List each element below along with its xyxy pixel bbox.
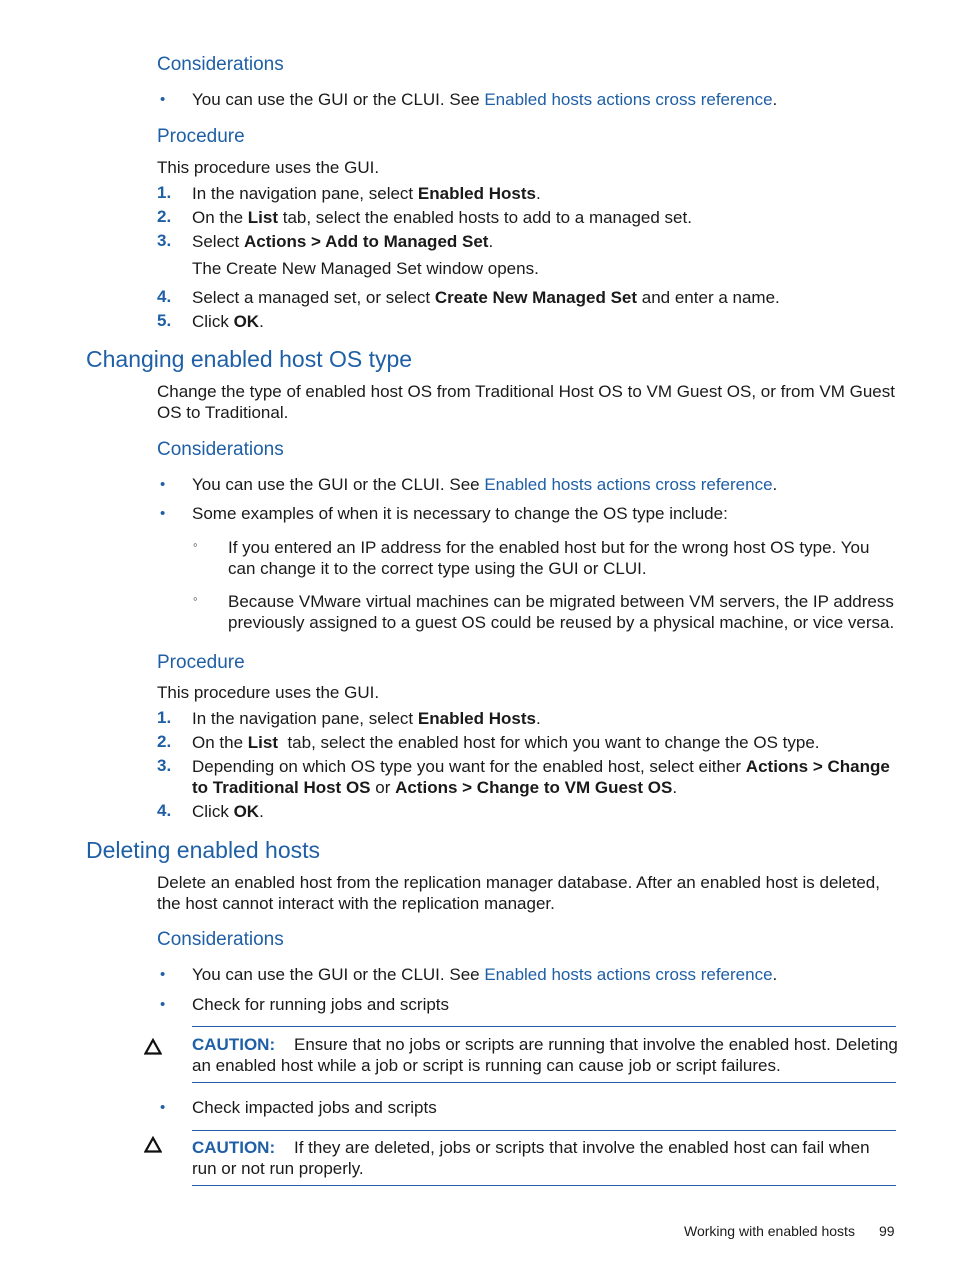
considerations-heading: Considerations (157, 54, 284, 75)
section-description: Change the type of enabled host OS from Traditional Host OS to VM Guest OS, or from VM Guest OS to Traditional. (157, 382, 895, 422)
bullet-icon: • (160, 476, 166, 493)
step-text-post: . (259, 312, 264, 331)
procedure-intro: This procedure uses the GUI. (157, 158, 380, 177)
step-number: 4. (157, 287, 172, 306)
section-heading: Changing enabled host OS type (86, 346, 413, 372)
caution-top-rule (192, 1026, 896, 1027)
step-text-post: . (672, 778, 678, 797)
caution-triangle-icon (144, 1136, 162, 1153)
step-ui-term: Create New Managed Set (434, 288, 638, 307)
sub-list-item: If you entered an IP address for the enabled host but for the wrong host OS type. You can change it to the correct type using the GUI or CLUI. (228, 538, 870, 578)
step-text-post: . (259, 802, 264, 821)
list-item: Check impacted jobs and scripts (192, 1098, 437, 1117)
step-text-post: tab, select the enabled hosts to add to a managed set. (278, 208, 692, 227)
step-text-post: and enter a name. (637, 288, 780, 307)
cross-reference-link[interactable]: Enabled hosts actions cross reference (484, 475, 773, 494)
list-item: Some examples of when it is necessary to change the OS type include: (192, 504, 728, 523)
bullet-text-end: . (772, 475, 778, 494)
caution-text: Ensure that no jobs or scripts are running that involve the enabled host. Deleting an enabled host while a job or script is running can cause job or script failures. (192, 1035, 898, 1075)
step-text-post: . (535, 709, 541, 728)
step-ui-term: OK (233, 802, 260, 821)
caution-note (192, 1137, 898, 1179)
step-text-mid: or (370, 778, 396, 797)
step-text-post: tab, select the enabled host for which you want to change the OS type. (278, 733, 820, 752)
step-text-pre: Depending on which OS type you want for the enabled host, select either (192, 757, 746, 776)
bullet-text: You can use the GUI or the CLUI. See (192, 965, 485, 984)
bullet-text-end: . (772, 90, 778, 109)
step-text (192, 207, 692, 228)
sub-bullet-icon: ◦ (193, 591, 198, 606)
step-text (192, 311, 264, 332)
bullet-icon: • (160, 966, 166, 983)
bullet-text-end: . (772, 965, 778, 984)
bullet-icon: • (160, 996, 166, 1013)
step-ui-term: List (247, 733, 278, 752)
step-ui-term: List (247, 208, 278, 227)
step-text (192, 756, 897, 798)
step-ui-term: Actions > Add to Managed Set (243, 232, 489, 251)
procedure-heading: Procedure (157, 126, 245, 147)
step-ui-term: OK (233, 312, 260, 331)
step-text-pre: On the (192, 733, 248, 752)
step-text-pre: Select a managed set, or select (192, 288, 435, 307)
caution-bottom-rule (192, 1082, 896, 1083)
step-text-pre: Click (192, 312, 234, 331)
step-number: 3. (157, 231, 172, 250)
step-number: 5. (157, 311, 172, 330)
list-item (192, 964, 777, 985)
caution-label: CAUTION: (192, 1138, 276, 1157)
list-item (192, 474, 777, 495)
step-text-post: . (488, 232, 494, 251)
bullet-icon: • (160, 91, 166, 108)
step-ui-term: Actions > Change to VM Guest OS (395, 778, 673, 797)
step-number: 2. (157, 207, 172, 226)
bullet-text: You can use the GUI or the CLUI. See (192, 90, 485, 109)
cross-reference-link[interactable]: Enabled hosts actions cross reference (484, 90, 773, 109)
section-heading: Deleting enabled hosts (86, 837, 320, 863)
caution-text: If they are deleted, jobs or scripts that involve the enabled host can fail when run or not run properly. (192, 1138, 870, 1178)
caution-bottom-rule (192, 1185, 896, 1186)
bullet-icon: • (160, 1099, 166, 1116)
step-ui-term: Enabled Hosts (417, 184, 536, 203)
step-number: 4. (157, 801, 172, 820)
step-text-pre: On the (192, 208, 248, 227)
considerations-heading: Considerations (157, 439, 284, 460)
step-text (192, 801, 264, 822)
cross-reference-link[interactable]: Enabled hosts actions cross reference (484, 965, 773, 984)
procedure-heading: Procedure (157, 652, 245, 673)
bullet-text: You can use the GUI or the CLUI. See (192, 475, 485, 494)
step-text-pre: In the navigation pane, select (192, 709, 418, 728)
step-number: 1. (157, 708, 172, 727)
step-note: The Create New Managed Set window opens. (192, 259, 539, 278)
list-item (192, 89, 777, 110)
step-text-pre: Click (192, 802, 234, 821)
caution-label: CAUTION: (192, 1035, 276, 1054)
step-text (192, 732, 820, 753)
sub-list-item: Because VMware virtual machines can be migrated between VM servers, the IP address previously assigned to a guest OS could be reused by a physical machine, or vice versa. (228, 592, 895, 632)
step-text-pre: Select (192, 232, 244, 251)
sub-bullet-icon: ◦ (193, 537, 198, 552)
caution-triangle-icon (144, 1038, 162, 1055)
considerations-heading: Considerations (157, 929, 284, 950)
caution-note (192, 1034, 898, 1076)
step-text (192, 287, 780, 308)
step-ui-term: Actions > Change to Traditional Host OS (192, 757, 890, 797)
footer-section-title: Working with enabled hosts (684, 1223, 855, 1239)
step-text (192, 183, 541, 204)
page-number: 99 (879, 1223, 895, 1239)
list-item: Check for running jobs and scripts (192, 995, 450, 1014)
step-number: 2. (157, 732, 172, 751)
caution-top-rule (192, 1130, 896, 1131)
step-number: 1. (157, 183, 172, 202)
step-number: 3. (157, 756, 172, 775)
section-description: Delete an enabled host from the replication manager database. After an enabled host is deleted, the host cannot interact with the replication manager. (157, 873, 880, 913)
bullet-icon: • (160, 505, 166, 522)
step-ui-term: Enabled Hosts (417, 709, 536, 728)
step-text (192, 708, 541, 729)
step-text-post: . (535, 184, 541, 203)
step-text-pre: In the navigation pane, select (192, 184, 418, 203)
step-text (192, 231, 493, 252)
procedure-intro: This procedure uses the GUI. (157, 683, 380, 702)
